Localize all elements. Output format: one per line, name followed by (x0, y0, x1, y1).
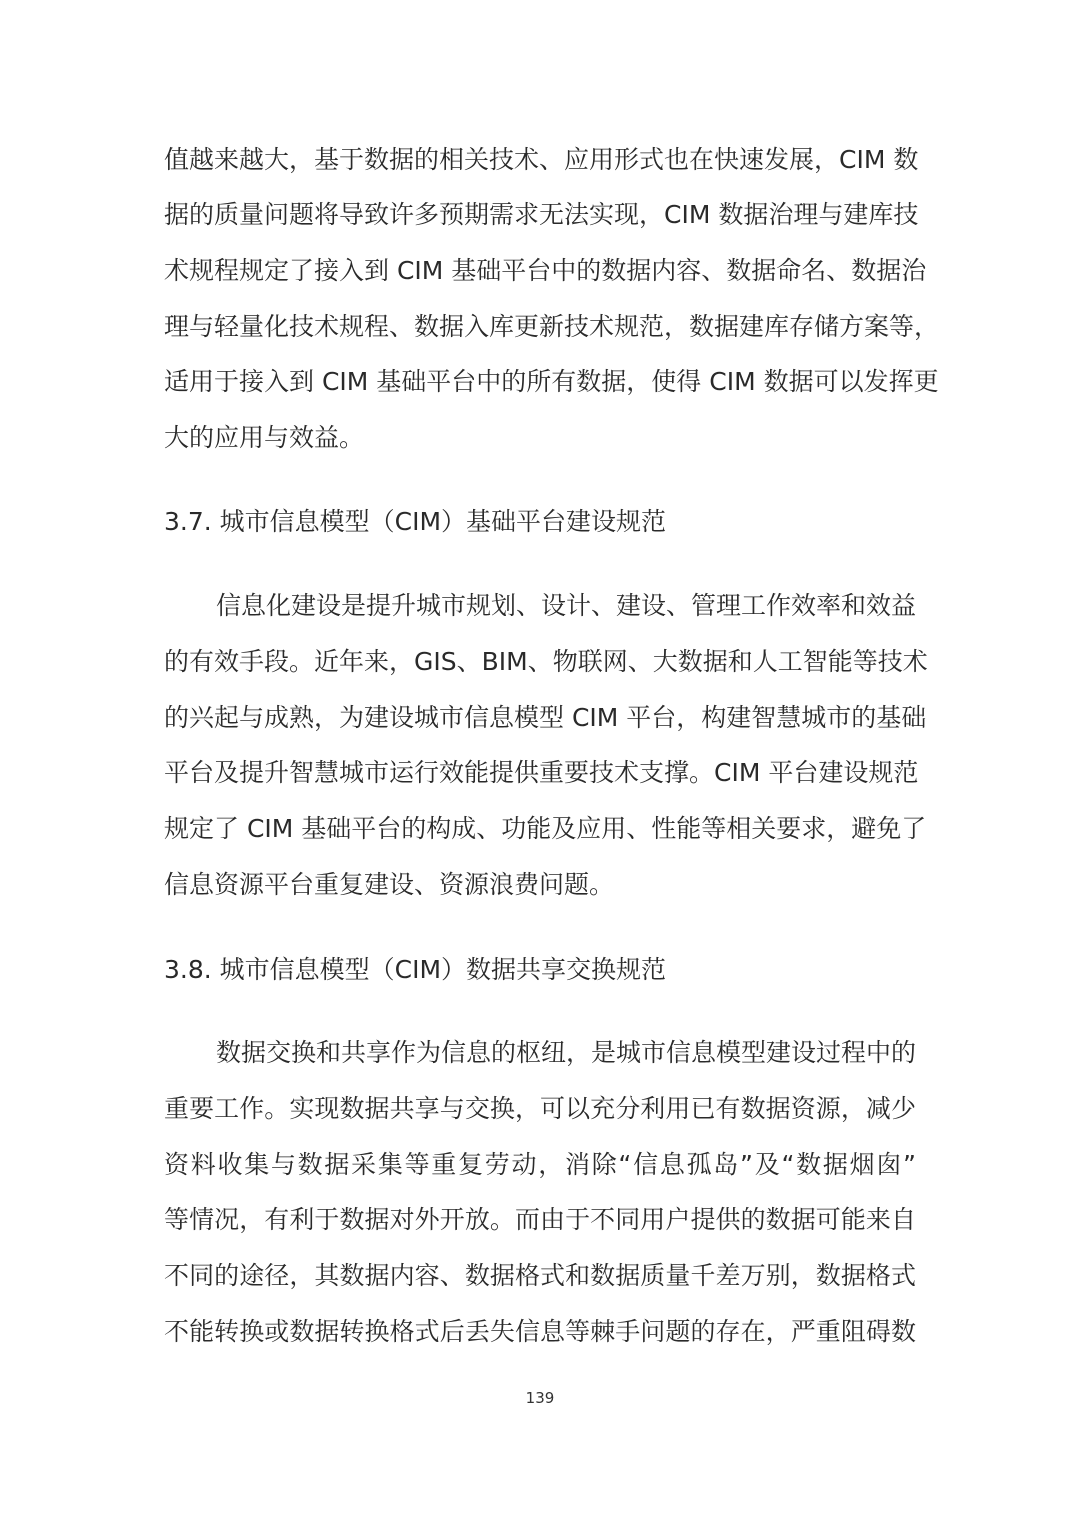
text-line: 大的应用与效益。 (164, 423, 365, 452)
text-line: 据的质量问题将导致许多预期需求无法实现，CIM 数据治理与建库技 (164, 200, 919, 229)
text-line: 术规程规定了接入到 CIM 基础平台中的数据内容、数据命名、数据治 (164, 256, 927, 285)
text-line: 值越来越大，基于数据的相关技术、应用形式也在快速发展，CIM 数 (164, 145, 919, 174)
section-heading-3-7: 3.7. 城市信息模型（CIM）基础平台建设规范 (164, 507, 667, 536)
text-line: 等情况，有利于数据对外开放。而由于不同用户提供的数据可能来自 (164, 1205, 916, 1234)
text-line: 规定了 CIM 基础平台的构成、功能及应用、性能等相关要求，避免了 (164, 814, 927, 843)
text-line: 不同的途径，其数据内容、数据格式和数据质量千差万别，数据格式 (164, 1261, 916, 1290)
text-line: 数据交换和共享作为信息的枢纽，是城市信息模型建设过程中的 (216, 1038, 917, 1067)
text-line: 适用于接入到 CIM 基础平台中的所有数据，使得 CIM 数据可以发挥更 (164, 367, 939, 396)
text-line: 的有效手段。近年来，GIS、BIM、物联网、大数据和人工智能等技术 (164, 647, 928, 676)
text-line: 重要工作。实现数据共享与交换，可以充分利用已有数据资源，减少 (164, 1094, 916, 1123)
page-number: 139 (525, 1389, 555, 1407)
text-line: 资料收集与数据采集等重复劳动，消除“信息孤岛”及“数据烟囱” (164, 1150, 916, 1179)
text-line: 理与轻量化技术规程、数据入库更新技术规范，数据建库存储方案等， (164, 312, 940, 341)
text-line: 的兴起与成熟，为建设城市信息模型 CIM 平台，构建智慧城市的基础 (164, 703, 927, 732)
text-line: 不能转换或数据转换格式后丢失信息等棘手问题的存在，严重阻碍数 (164, 1317, 916, 1346)
text-line: 平台及提升智慧城市运行效能提供重要技术支撑。CIM 平台建设规范 (164, 758, 919, 787)
text-line: 信息化建设是提升城市规划、设计、建设、管理工作效率和效益 (216, 591, 917, 620)
text-line: 信息资源平台重复建设、资源浪费问题。 (164, 870, 615, 899)
section-heading-3-8: 3.8. 城市信息模型（CIM）数据共享交换规范 (164, 955, 667, 984)
